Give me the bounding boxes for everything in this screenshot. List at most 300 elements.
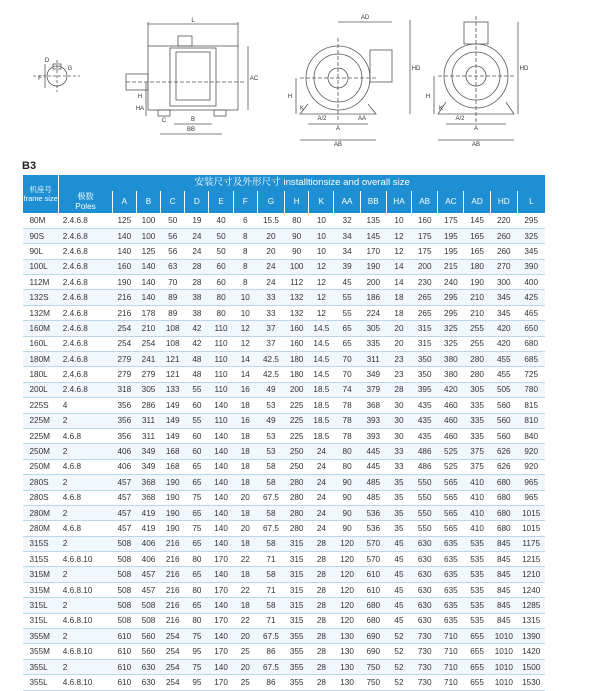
dimension-cell: 250: [285, 444, 309, 459]
dimension-cell: 680: [360, 598, 386, 613]
dimension-cell: 710: [438, 659, 464, 674]
dimension-cell: 42: [185, 336, 209, 351]
dimension-cell: 14.5: [309, 336, 334, 351]
dimension-cell: 49: [257, 382, 284, 397]
dim-label: BB: [186, 127, 196, 133]
dimension-cell: 535: [464, 613, 490, 628]
dimension-cell: 630: [136, 675, 160, 690]
dimension-cell: 435: [412, 413, 438, 428]
dimension-cell: 60: [185, 398, 209, 413]
dimension-cell: 395: [412, 382, 438, 397]
table-row: [23, 367, 546, 382]
dimension-cell: 20: [386, 336, 411, 351]
dimension-cell: 160: [112, 259, 136, 274]
dimension-cell: 435: [412, 428, 438, 443]
dimension-cell: 254: [112, 321, 136, 336]
dimension-cell: 22: [233, 613, 257, 628]
dimension-cell: 690: [360, 644, 386, 659]
dimension-cell: 120: [334, 598, 360, 613]
dimension-cell: 216: [161, 552, 185, 567]
dimension-cell: 48: [185, 367, 209, 382]
poles-cell: 2.4.6.8: [59, 367, 112, 382]
dimension-cell: 1240: [517, 582, 545, 597]
dimension-cell: 195: [438, 244, 464, 259]
dimension-cell: 53: [257, 428, 284, 443]
dimension-cell: 18: [233, 398, 257, 413]
dimension-cell: 14: [386, 259, 411, 274]
dimension-cell: 1015: [517, 505, 545, 520]
dimension-cell: 140: [209, 521, 233, 536]
dimension-cell: 840: [517, 428, 545, 443]
table-row: [23, 244, 546, 259]
dimension-cell: 535: [464, 552, 490, 567]
frame-size-cell: 355M: [23, 644, 59, 659]
dimension-cell: 28: [309, 659, 334, 674]
dimension-cell: 71: [257, 613, 284, 628]
dimension-cell: 28: [309, 629, 334, 644]
column-header: BB: [360, 191, 386, 213]
dimension-cell: 550: [412, 521, 438, 536]
dimension-cell: 279: [112, 367, 136, 382]
frame-size-cell: 250M: [23, 444, 59, 459]
dimension-cell: 52: [386, 629, 411, 644]
dimension-cell: 10: [309, 244, 334, 259]
dimension-cell: 345: [517, 244, 545, 259]
dimension-cell: 67.5: [257, 659, 284, 674]
dimension-cell: 710: [438, 644, 464, 659]
dimension-cell: 140: [209, 398, 233, 413]
dimension-cell: 10: [309, 213, 334, 228]
dimension-cell: 95: [185, 675, 209, 690]
dimension-cell: 680: [490, 521, 517, 536]
dimension-cell: 28: [309, 567, 334, 582]
dimension-cell: 610: [360, 582, 386, 597]
dimension-cell: 230: [412, 275, 438, 290]
table-row: [23, 598, 546, 613]
dimension-cell: 12: [309, 275, 334, 290]
dimension-cell: 23: [386, 352, 411, 367]
dimension-cell: 335: [360, 336, 386, 351]
table-row: [23, 444, 546, 459]
dimension-cell: 132: [285, 305, 309, 320]
dimension-cell: 455: [490, 352, 517, 367]
dimension-cell: 730: [412, 675, 438, 690]
dimension-cell: 254: [136, 336, 160, 351]
dimension-cell: 630: [412, 567, 438, 582]
dimension-cell: 845: [490, 567, 517, 582]
dimension-cell: 90: [334, 505, 360, 520]
poles-cell: 2: [59, 659, 112, 674]
dimension-cell: 750: [360, 659, 386, 674]
dimension-cell: 14: [386, 275, 411, 290]
column-header: C: [161, 191, 185, 213]
poles-cell: 4.6.8.10: [59, 613, 112, 628]
table-row: [23, 213, 546, 228]
dimension-cell: 216: [161, 613, 185, 628]
dimension-cell: 80: [185, 582, 209, 597]
dimension-cell: 52: [386, 644, 411, 659]
dimension-cell: 165: [464, 244, 490, 259]
dimension-cell: 420: [490, 336, 517, 351]
dimension-cell: 24: [257, 259, 284, 274]
dimension-cell: 56: [161, 228, 185, 243]
dimension-cell: 89: [161, 305, 185, 320]
table-row: [23, 552, 546, 567]
dimension-cell: 24: [309, 459, 334, 474]
frame-size-cell: 355L: [23, 659, 59, 674]
dimension-cell: 315: [285, 598, 309, 613]
dimension-cell: 419: [136, 505, 160, 520]
dimension-cell: 260: [490, 244, 517, 259]
motor-flange-view-drawing: [434, 16, 518, 140]
dimension-cell: 18: [233, 536, 257, 551]
dimension-cell: 355: [285, 659, 309, 674]
dimension-cell: 630: [412, 598, 438, 613]
dimension-cell: 110: [209, 352, 233, 367]
frame-size-cell: 225M: [23, 413, 59, 428]
dimension-cell: 560: [136, 629, 160, 644]
poles-cell: 2: [59, 629, 112, 644]
dimension-cell: 635: [438, 552, 464, 567]
dimension-cell: 58: [257, 475, 284, 490]
dimension-cell: 53: [257, 444, 284, 459]
dimension-cell: 65: [185, 536, 209, 551]
dimension-cell: 610: [112, 629, 136, 644]
dimension-cell: 140: [136, 275, 160, 290]
dimension-cell: 14.5: [309, 352, 334, 367]
dimension-cell: 45: [386, 598, 411, 613]
dimension-cell: 730: [412, 659, 438, 674]
dimension-cell: 28: [185, 259, 209, 274]
dimension-cell: 845: [490, 613, 517, 628]
dimension-cell: 349: [136, 444, 160, 459]
dimension-cell: 375: [464, 459, 490, 474]
dimension-cell: 10: [233, 290, 257, 305]
poles-cell: 4.6.8.10: [59, 644, 112, 659]
dimension-cell: 195: [438, 228, 464, 243]
dimension-cell: 100: [136, 228, 160, 243]
dimension-cell: 170: [209, 675, 233, 690]
column-header: AB: [412, 191, 438, 213]
dimension-cell: 536: [360, 521, 386, 536]
dim-label: H: [137, 94, 143, 100]
column-header: AA: [334, 191, 360, 213]
dimension-cell: 560: [136, 644, 160, 659]
dimension-cell: 170: [209, 613, 233, 628]
dimension-cell: 355: [285, 675, 309, 690]
dimension-cell: 28: [309, 613, 334, 628]
dimension-cell: 110: [209, 336, 233, 351]
dimension-cell: 225: [285, 428, 309, 443]
poles-cell: 2.4.6.8: [59, 305, 112, 320]
dimension-cell: 37: [257, 336, 284, 351]
dimension-cell: 845: [490, 536, 517, 551]
frame-size-cell: 315S: [23, 552, 59, 567]
table-row: [23, 275, 546, 290]
dimension-cell: 24: [309, 505, 334, 520]
dimension-cell: 318: [112, 382, 136, 397]
dimension-cell: 60: [209, 259, 233, 274]
dimension-cell: 690: [360, 629, 386, 644]
poles-cell: 2: [59, 475, 112, 490]
dimension-cell: 19: [185, 213, 209, 228]
dimension-cell: 14.5: [309, 367, 334, 382]
dimension-cell: 220: [490, 213, 517, 228]
dimension-cell: 45: [386, 567, 411, 582]
dimension-cell: 133: [161, 382, 185, 397]
table-row: [23, 259, 546, 274]
dimension-cell: 135: [360, 213, 386, 228]
dimension-cell: 680: [360, 613, 386, 628]
dimension-cell: 1010: [490, 629, 517, 644]
dimension-cell: 52: [386, 675, 411, 690]
poles-cell: 2: [59, 536, 112, 551]
table-row: [23, 290, 546, 305]
dimension-cell: 410: [464, 521, 490, 536]
dimension-cell: 280: [285, 490, 309, 505]
dimension-cell: 315: [285, 613, 309, 628]
column-header: AC: [438, 191, 464, 213]
dimension-cell: 180: [285, 352, 309, 367]
frame-size-cell: 280S: [23, 490, 59, 505]
dimension-cell: 130: [334, 629, 360, 644]
dimension-cell: 67.5: [257, 490, 284, 505]
table-row: [23, 536, 546, 551]
table-row: [23, 382, 546, 397]
dim-label: B: [190, 117, 196, 123]
dimension-cell: 315: [285, 552, 309, 567]
dimension-cell: 71: [257, 582, 284, 597]
dimension-cell: 12: [309, 305, 334, 320]
dimension-cell: 24: [257, 275, 284, 290]
dimension-cell: 265: [412, 305, 438, 320]
dimension-cell: 8: [233, 228, 257, 243]
dimension-cell: 630: [412, 536, 438, 551]
dimension-cell: 65: [334, 321, 360, 336]
dimension-cell: 1010: [490, 659, 517, 674]
dimension-cell: 610: [112, 659, 136, 674]
dimension-cell: 45: [386, 552, 411, 567]
frame-size-cell: 132M: [23, 305, 59, 320]
dimension-cell: 42.5: [257, 367, 284, 382]
dimension-cell: 1420: [517, 644, 545, 659]
dimension-cell: 22: [233, 552, 257, 567]
dimension-cell: 180: [464, 259, 490, 274]
dimension-cell: 349: [360, 367, 386, 382]
poles-cell: 2: [59, 567, 112, 582]
frame-size-cell: 100L: [23, 259, 59, 274]
dimension-cell: 610: [360, 567, 386, 582]
dimension-cell: 325: [517, 228, 545, 243]
dimension-cell: 250: [285, 459, 309, 474]
dimension-cell: 315: [412, 336, 438, 351]
dimension-cell: 12: [309, 259, 334, 274]
dimension-cell: 28: [309, 582, 334, 597]
dimension-cell: 170: [209, 644, 233, 659]
dimension-cell: 8: [233, 275, 257, 290]
dimension-cell: 90: [334, 475, 360, 490]
dimension-cell: 78: [334, 428, 360, 443]
dimension-cell: 525: [438, 444, 464, 459]
column-header-row: [23, 191, 546, 213]
dimension-cell: 170: [209, 582, 233, 597]
dimension-cell: 50: [161, 213, 185, 228]
dimension-cell: 508: [136, 598, 160, 613]
dimension-cell: 380: [438, 367, 464, 382]
dimension-cell: 110: [209, 321, 233, 336]
dimension-cell: 160: [285, 321, 309, 336]
dimension-cell: 58: [257, 459, 284, 474]
dimension-cell: 425: [517, 290, 545, 305]
dimension-cell: 65: [185, 598, 209, 613]
dimension-cell: 508: [112, 567, 136, 582]
table-row: [23, 413, 546, 428]
dimension-cell: 140: [209, 505, 233, 520]
dimension-cell: 65: [185, 459, 209, 474]
dimension-cell: 86: [257, 675, 284, 690]
poles-header-en: Poles: [75, 202, 96, 211]
dimension-cell: 845: [490, 552, 517, 567]
dimension-cell: 355: [285, 644, 309, 659]
dimension-cell: 100: [285, 259, 309, 274]
dimension-cell: 65: [185, 475, 209, 490]
poles-cell: 2: [59, 444, 112, 459]
dimension-cell: 200: [360, 275, 386, 290]
dimension-cell: 175: [412, 244, 438, 259]
dimension-cell: 12: [233, 321, 257, 336]
dimension-cell: 630: [412, 582, 438, 597]
dimension-cell: 630: [412, 613, 438, 628]
dimension-cell: 140: [136, 259, 160, 274]
dimension-cell: 37: [257, 321, 284, 336]
dimension-cell: 410: [464, 505, 490, 520]
dimension-cell: 1285: [517, 598, 545, 613]
dimension-cell: 305: [360, 321, 386, 336]
dimension-cell: 535: [464, 536, 490, 551]
dim-label: K: [438, 106, 444, 112]
dimension-cell: 35: [386, 505, 411, 520]
dimension-cell: 25: [233, 644, 257, 659]
dimension-cell: 71: [257, 552, 284, 567]
dim-label: HA: [135, 106, 145, 112]
dimension-cell: 635: [438, 567, 464, 582]
dimension-cell: 8: [233, 244, 257, 259]
dimension-cell: 110: [209, 382, 233, 397]
dimension-cell: 200: [412, 259, 438, 274]
dimension-cell: 48: [185, 352, 209, 367]
poles-cell: 2.4.6.8: [59, 259, 112, 274]
dimension-cell: 18: [386, 290, 411, 305]
dimension-cell: 45: [386, 582, 411, 597]
dimension-cell: 655: [464, 644, 490, 659]
dimension-cell: 725: [517, 367, 545, 382]
dimension-cell: 165: [464, 228, 490, 243]
dimension-cell: 18: [386, 305, 411, 320]
dimension-cell: 315: [285, 582, 309, 597]
dimension-cell: 42.5: [257, 352, 284, 367]
column-header: L: [517, 191, 545, 213]
dimension-cell: 525: [438, 459, 464, 474]
dimension-cell: 356: [112, 398, 136, 413]
dim-label: AB: [471, 142, 481, 148]
dimension-cell: 286: [136, 398, 160, 413]
frame-size-cell: 90S: [23, 228, 59, 243]
dimension-cell: 120: [334, 613, 360, 628]
dimension-cell: 190: [464, 275, 490, 290]
dimension-cell: 216: [112, 290, 136, 305]
dimension-cell: 393: [360, 428, 386, 443]
frame-size-cell: 180M: [23, 352, 59, 367]
dimension-cell: 78: [334, 413, 360, 428]
dimension-cell: 175: [438, 213, 464, 228]
dimension-cell: 1215: [517, 552, 545, 567]
dimension-cell: 60: [209, 275, 233, 290]
dimension-cell: 160: [285, 336, 309, 351]
column-header: HA: [386, 191, 411, 213]
dimension-cell: 508: [112, 582, 136, 597]
dimension-cell: 20: [386, 321, 411, 336]
dimension-cell: 28: [309, 675, 334, 690]
dimension-cell: 30: [386, 428, 411, 443]
dimension-cell: 130: [334, 675, 360, 690]
table-row: [23, 613, 546, 628]
table-row: [23, 428, 546, 443]
dimension-cell: 356: [112, 413, 136, 428]
dimension-cell: 190: [161, 505, 185, 520]
motor-front-view-drawing: [296, 20, 410, 140]
dimension-cell: 140: [112, 244, 136, 259]
poles-cell: 2.4.6.8: [59, 213, 112, 228]
dimension-cell: 279: [112, 352, 136, 367]
dimension-cell: 190: [360, 259, 386, 274]
dimension-cell: 216: [161, 582, 185, 597]
dimension-cell: 18: [233, 505, 257, 520]
dimension-cell: 34: [334, 228, 360, 243]
dimension-cell: 168: [161, 444, 185, 459]
dimension-cell: 536: [360, 505, 386, 520]
dimension-cell: 120: [334, 552, 360, 567]
dimension-cell: 130: [334, 659, 360, 674]
dimension-cell: 457: [136, 582, 160, 597]
frame-size-cell: 315L: [23, 598, 59, 613]
dimension-cell: 67.5: [257, 629, 284, 644]
dim-label: AB: [333, 142, 343, 148]
dimension-cell: 40: [209, 213, 233, 228]
dimension-cell: 315: [285, 536, 309, 551]
poles-cell: 2.4.6.8: [59, 382, 112, 397]
dim-label: D: [44, 58, 50, 64]
dimension-cell: 100: [136, 213, 160, 228]
dimension-cell: 1010: [490, 675, 517, 690]
dimension-cell: 50: [209, 228, 233, 243]
dimension-cell: 200: [285, 382, 309, 397]
dimension-cell: 1210: [517, 567, 545, 582]
dimension-cell: 28: [309, 552, 334, 567]
dimension-cell: 149: [161, 428, 185, 443]
frame-size-cell: 112M: [23, 275, 59, 290]
frame-size-cell: 225S: [23, 398, 59, 413]
dimension-cell: 280: [285, 521, 309, 536]
dimension-cell: 145: [464, 213, 490, 228]
dimension-cell: 18: [233, 475, 257, 490]
dimension-cell: 18.5: [309, 398, 334, 413]
dimension-cell: 75: [185, 629, 209, 644]
motor-drawings-svg: [0, 0, 590, 150]
dimension-cell: 45: [386, 613, 411, 628]
dimension-cell: 730: [412, 629, 438, 644]
dimension-cell: 14.5: [309, 321, 334, 336]
dimension-cell: 535: [464, 567, 490, 582]
